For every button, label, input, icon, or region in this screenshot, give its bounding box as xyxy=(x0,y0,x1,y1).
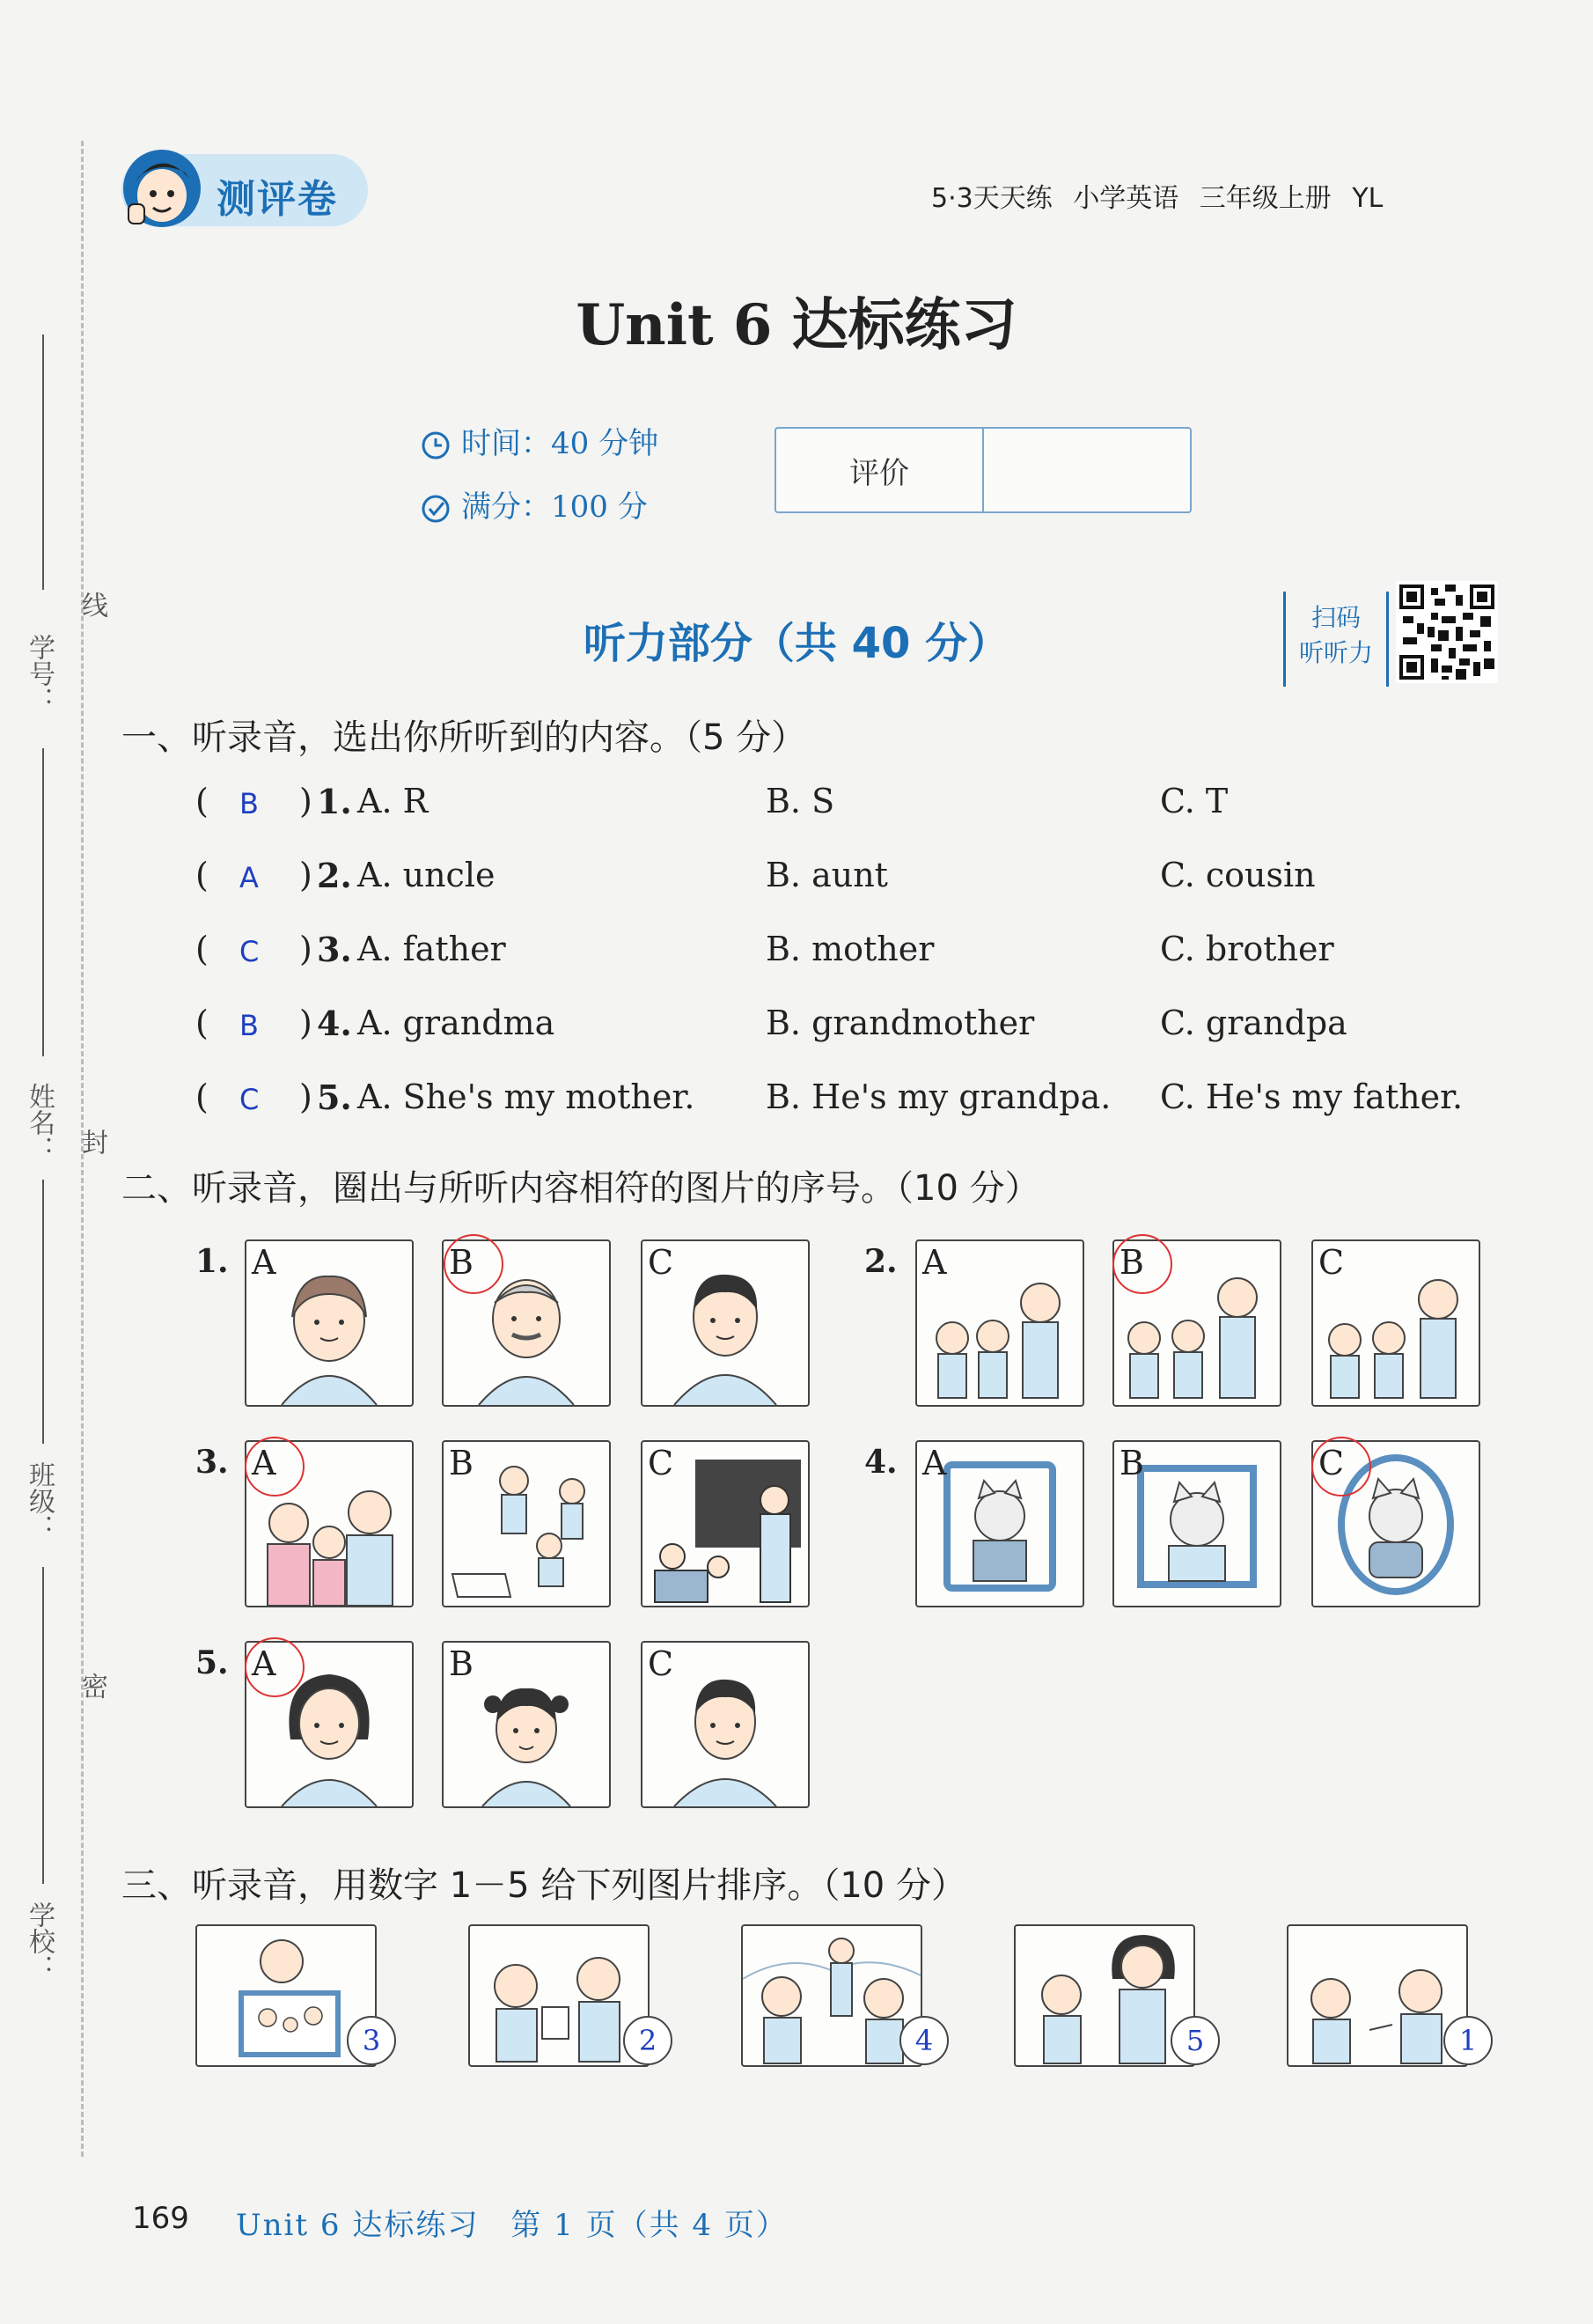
option-c-5: C. He's my father. xyxy=(1160,1077,1464,1116)
section-title: 听力部分（共 40 分） xyxy=(583,619,1010,668)
option-c-4: C. grandpa xyxy=(1160,1004,1347,1042)
order-answer-2[interactable]: 2 xyxy=(623,2016,672,2065)
option-a-1: A. R xyxy=(357,782,429,820)
children-and-grandpa-outdoors-illustration xyxy=(743,1926,921,2065)
picture-3c[interactable] xyxy=(641,1440,810,1607)
field-label-school: 学校： xyxy=(24,1901,55,1981)
picture-letter: B xyxy=(1120,1444,1144,1482)
page-number: 169 xyxy=(132,2201,189,2236)
qr-code-icon[interactable] xyxy=(1396,581,1498,683)
picture-letter: C xyxy=(1318,1444,1345,1482)
answer-bracket-close: ) xyxy=(299,1004,312,1042)
sequence-picture-3 xyxy=(741,1924,922,2067)
option-a-4: A. grandma xyxy=(357,1004,555,1042)
field-line-student-id xyxy=(42,335,44,590)
picture-4a[interactable] xyxy=(915,1440,1084,1607)
field-line-class xyxy=(42,1180,44,1444)
picture-letter: C xyxy=(1318,1243,1345,1282)
mc-question-3 xyxy=(195,930,1516,982)
answer-circle xyxy=(1311,1437,1371,1497)
question-number-2: 2. xyxy=(317,856,352,895)
cut-char-line: 线 xyxy=(77,592,107,618)
picture-2c[interactable] xyxy=(1311,1239,1480,1407)
group-number-1: 1. xyxy=(195,1243,229,1280)
score-info xyxy=(421,482,648,526)
question-number-5: 5. xyxy=(317,1077,352,1117)
qr-note xyxy=(1283,592,1389,687)
clock-icon xyxy=(421,430,451,460)
mc-question-5 xyxy=(195,1077,1516,1130)
answer-3[interactable]: C xyxy=(239,935,260,968)
option-c-3: C. brother xyxy=(1160,930,1334,968)
evaluation-label: 评价 xyxy=(776,429,984,511)
picture-letter: B xyxy=(449,1243,473,1282)
field-label-name: 姓名： xyxy=(24,1083,55,1162)
group-number-5: 5. xyxy=(195,1644,229,1681)
picture-letter: C xyxy=(648,1243,674,1282)
picture-5b[interactable] xyxy=(442,1641,611,1808)
field-line-school xyxy=(42,1567,44,1884)
answer-circle xyxy=(245,1637,305,1697)
option-b-3: B. mother xyxy=(766,930,935,968)
picture-5c[interactable] xyxy=(641,1641,810,1808)
picture-letter: C xyxy=(648,1644,674,1683)
option-b-1: B. S xyxy=(766,782,835,820)
mc-question-1 xyxy=(195,782,1516,835)
page-title: Unit 6 达标练习 xyxy=(576,292,1017,358)
score-text: 满分：100 分 xyxy=(461,489,648,525)
evaluation-field[interactable] xyxy=(984,429,1190,511)
mc-question-4 xyxy=(195,1004,1516,1056)
answer-bracket-close: ) xyxy=(299,1077,312,1116)
picture-letter: B xyxy=(449,1444,473,1482)
book-series: 5·3天天练 小学英语 三年级上册 YL xyxy=(931,183,1384,214)
girl-showing-photo-to-boy-illustration xyxy=(470,1926,648,2065)
cut-char-seal: 封 xyxy=(77,1129,107,1155)
sequence-picture-5 xyxy=(1287,1924,1468,2067)
order-answer-1[interactable]: 3 xyxy=(347,2016,396,2065)
answer-circle xyxy=(245,1437,305,1497)
answer-bracket-open: ( xyxy=(195,930,209,968)
picture-letter: B xyxy=(1120,1243,1144,1282)
picture-letter: A xyxy=(252,1444,276,1482)
option-b-2: B. aunt xyxy=(766,856,888,894)
option-b-5: B. He's my grandpa. xyxy=(766,1077,1112,1116)
order-answer-3[interactable]: 4 xyxy=(899,2016,949,2065)
picture-1a[interactable] xyxy=(245,1239,414,1407)
picture-letter: A xyxy=(922,1243,947,1282)
answer-5[interactable]: C xyxy=(239,1083,260,1116)
part1-heading: 一、听录音，选出你所听到的内容。（5 分） xyxy=(121,717,807,758)
picture-letter: C xyxy=(648,1444,674,1482)
picture-letter: A xyxy=(252,1644,276,1683)
boy-and-girl-talking-illustration xyxy=(1288,1926,1466,2065)
badge-label: 测评卷 xyxy=(217,177,338,222)
group-number-3: 3. xyxy=(195,1444,229,1481)
answer-bracket-open: ( xyxy=(195,782,209,820)
picture-letter: A xyxy=(252,1243,276,1282)
picture-1c[interactable] xyxy=(641,1239,810,1407)
field-label-class: 班级： xyxy=(24,1461,55,1541)
group-number-4: 4. xyxy=(864,1444,898,1481)
part2-heading: 二、听录音，圈出与所听内容相符的图片的序号。（10 分） xyxy=(121,1168,1040,1209)
picture-4b[interactable] xyxy=(1112,1440,1281,1607)
mc-question-2 xyxy=(195,856,1516,908)
answer-bracket-close: ) xyxy=(299,930,312,968)
picture-letter: A xyxy=(922,1444,947,1482)
answer-bracket-open: ( xyxy=(195,1004,209,1042)
girl-introducing-woman-illustration xyxy=(1016,1926,1193,2065)
answer-1[interactable]: B xyxy=(239,787,259,820)
student-thumbs-up-icon xyxy=(120,146,204,231)
question-number-3: 3. xyxy=(317,930,352,969)
sequence-picture-4 xyxy=(1014,1924,1195,2067)
check-circle-icon xyxy=(421,494,451,524)
answer-circle xyxy=(1112,1234,1172,1294)
answer-bracket-open: ( xyxy=(195,1077,209,1116)
order-answer-5[interactable]: 1 xyxy=(1443,2016,1493,2065)
qr-note-line2: 听听力 xyxy=(1298,638,1373,667)
qr-note-line1: 扫码 xyxy=(1310,603,1361,632)
part3-heading: 三、听录音，用数字 1－5 给下列图片排序。（10 分） xyxy=(121,1865,966,1906)
picture-letter: B xyxy=(449,1644,473,1683)
order-answer-4[interactable]: 5 xyxy=(1171,2016,1220,2065)
sequence-picture-2 xyxy=(468,1924,650,2067)
answer-2[interactable]: A xyxy=(239,861,259,894)
picture-2a[interactable] xyxy=(915,1239,1084,1407)
time-info xyxy=(421,419,658,462)
picture-3b[interactable] xyxy=(442,1440,611,1607)
answer-circle xyxy=(444,1234,503,1294)
time-text: 时间：40 分钟 xyxy=(461,426,659,461)
evaluation-box xyxy=(774,427,1192,513)
option-b-4: B. grandmother xyxy=(766,1004,1035,1042)
cut-char-secret: 密 xyxy=(77,1673,107,1699)
field-label-student-id: 学号： xyxy=(24,634,55,713)
question-number-4: 4. xyxy=(317,1004,352,1043)
question-number-1: 1. xyxy=(317,782,352,821)
option-c-2: C. cousin xyxy=(1160,856,1316,894)
option-a-2: A. uncle xyxy=(357,856,496,894)
answer-bracket-close: ) xyxy=(299,856,312,894)
group-number-2: 2. xyxy=(864,1243,898,1280)
answer-4[interactable]: B xyxy=(239,1009,259,1042)
field-line-name xyxy=(42,748,44,1056)
option-c-1: C. T xyxy=(1160,782,1229,820)
answer-bracket-close: ) xyxy=(299,782,312,820)
option-a-3: A. father xyxy=(357,930,506,968)
footer-text: Unit 6 达标练习 第 1 页（共 4 页） xyxy=(236,2208,788,2243)
option-a-5: A. She's my mother. xyxy=(357,1077,695,1116)
answer-bracket-open: ( xyxy=(195,856,209,894)
